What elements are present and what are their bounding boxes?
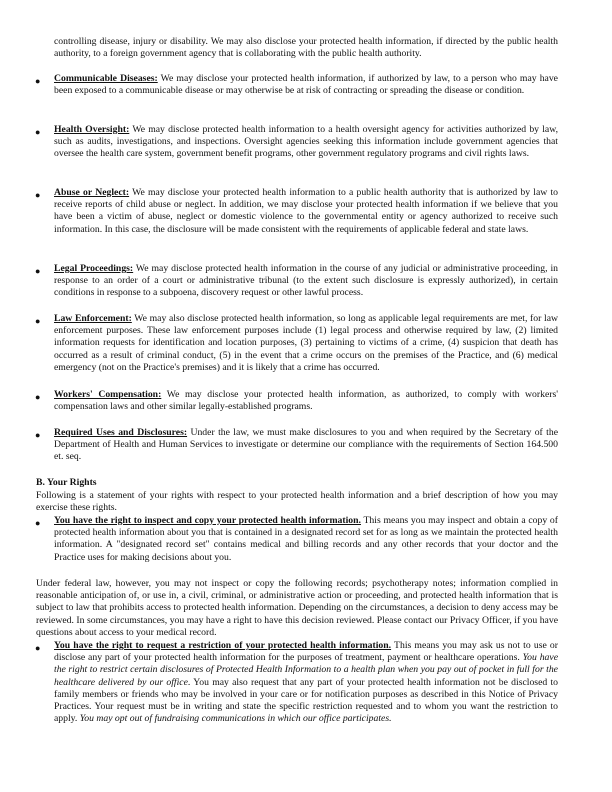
right-text: This means you may inspect and obtain a copy of protected health information about you that is contained in a designated record set for as long as we maintain the protected health information. A "designated record set" contains medical and billing records and any other records that your doctor and the Practice uses for making decisions about you. <box>54 515 558 563</box>
disclosure-communicable-diseases <box>54 73 558 97</box>
disclosure-text: We may disclose your protected health information to a public health authority that is authorized by law to receive reports of child abuse or neglect. In addition, we may disclose your protected health information if we believe that you have been a victim of abuse, neglect or domestic violence to the governmental entity or agency authorized to receive such information. In this case, the disclosure will be made consistent with the requirements of applicable federal and state laws. <box>54 187 558 235</box>
bullet-icon: ● <box>35 392 41 402</box>
disclosure-text: Under the law, we must make disclosures to you and when required by the Secretary of the Department of Health and Human Services to investigate or determine our compliance with the requirements of Section 164.500 et. seq. <box>54 427 558 463</box>
disclosure-required-uses <box>54 427 558 464</box>
bullet-icon: ● <box>35 430 41 440</box>
disclosure-heading: Required Uses and Disclosures: <box>54 427 188 438</box>
right-text: . You may also request that any part of your protected health information not be disclosed to family members or friends who may be involved in your care or for notification purposes as described in this Notice of Privacy Practices. Your request must be in writing and state the specific restriction requested and to whom you want the restriction to apply. <box>54 676 558 725</box>
disclosure-health-oversight <box>54 124 558 161</box>
disclosure-law-enforcement <box>54 313 558 374</box>
disclosure-workers-compensation <box>54 389 558 413</box>
right-request-restriction <box>54 640 558 725</box>
disclosure-heading: Abuse or Neglect: <box>54 187 130 198</box>
right-inspect-copy <box>54 515 558 564</box>
disclosure-text: We may disclose protected health information in the course of any judicial or administrative proceeding, in response to an order of a court or administrative tribunal (to the extent such disclosure is expressly authorized), in certain conditions in response to a subpoena, discovery request or other lawful process. <box>54 263 558 299</box>
disclosure-heading: Communicable Diseases: <box>54 73 158 84</box>
bullet-icon: ● <box>35 518 41 528</box>
disclosure-text: We may disclose protected health information to a health oversight agency for activities authorized by law, such as audits, investigations, and inspections. Oversight agencies seeking this information include government agencies that oversee the health care system, government benefit programs, other government regulatory programs and civil rights laws. <box>54 124 558 160</box>
bullet-icon: ● <box>35 643 41 653</box>
disclosure-abuse-or-neglect <box>54 187 558 236</box>
right-heading: You have the right to request a restriction of your protected health information. <box>54 640 392 651</box>
bullet-icon: ● <box>35 190 41 200</box>
disclosure-heading: Law Enforcement: <box>54 313 132 324</box>
disclosure-legal-proceedings <box>54 263 558 300</box>
disclosure-text: We may also disclose protected health information, so long as applicable legal requirements are met, for law enforcement purposes. These law enforcement purposes include (1) legal process and otherwise required by law, (2) limited information requests for identification and location purposes, (3) pertaining to victims of a crime, (4) suspicion that death has occurred as a result of criminal conduct, (5) in the event that a crime occurs on the premises of the Practice, and (6) medical emergency (not on the Practice's premises) and it is likely that a crime has occurred. <box>54 313 558 373</box>
disclosure-heading: Workers' Compensation: <box>54 389 162 400</box>
rights-intro: Following is a statement of your rights with respect to your protected health information and a brief description of how you may exercise these rights. <box>36 490 558 514</box>
disclosure-heading: Legal Proceedings: <box>54 263 134 274</box>
right-text: This means you may ask us not to use or disclose any part of your protected health information for the purposes of treatment, payment or healthcare operations. <box>54 640 558 664</box>
disclosure-heading: Health Oversight: <box>54 124 130 135</box>
bullet-icon: ● <box>35 316 41 326</box>
disclosure-text: We may disclose your protected health information, if authorized by law, to a person who may have been exposed to a communicable disease or may otherwise be at risk of contracting or spreading the disease or condition. <box>54 73 558 97</box>
right-heading: You have the right to inspect and copy your protected health information. <box>54 515 361 526</box>
intro-continuation: controlling disease, injury or disability. We may also disclose your protected health information, if directed by the public health authority, to a foreign government agency that is collaborating with the public health authority. <box>54 36 558 60</box>
section-heading-your-rights: B. Your Rights <box>36 477 97 488</box>
bullet-icon: ● <box>35 127 41 137</box>
disclosure-text: We may disclose your protected health information, as authorized, to comply with workers' compensation laws and other similar legally-established programs. <box>54 389 559 413</box>
bullet-icon: ● <box>35 266 41 276</box>
right-text-italic: You have the right to restrict certain disclosures of Protected Health Information to a health plan when you pay out of pocket in full for the healthcare delivered by our office <box>54 652 558 688</box>
bullet-icon: ● <box>35 76 41 86</box>
federal-law-paragraph: Under federal law, however, you may not inspect or copy the following records; psychotherapy notes; information complied in reasonable anticipation of, or use in, a civil, criminal, or administrative action or proceeding, and protected health information that is subject to law that prohibits access to protected health information. Depending on the circumstances, a decision to deny access may be reviewed. In some circumstances, you may have a right to have this decision reviewed. Please contact our Privacy Officer, if you have questions about access to your medical record. <box>36 578 558 638</box>
right-text-italic: You may opt out of fundraising communications in which our office participates. <box>79 713 392 725</box>
